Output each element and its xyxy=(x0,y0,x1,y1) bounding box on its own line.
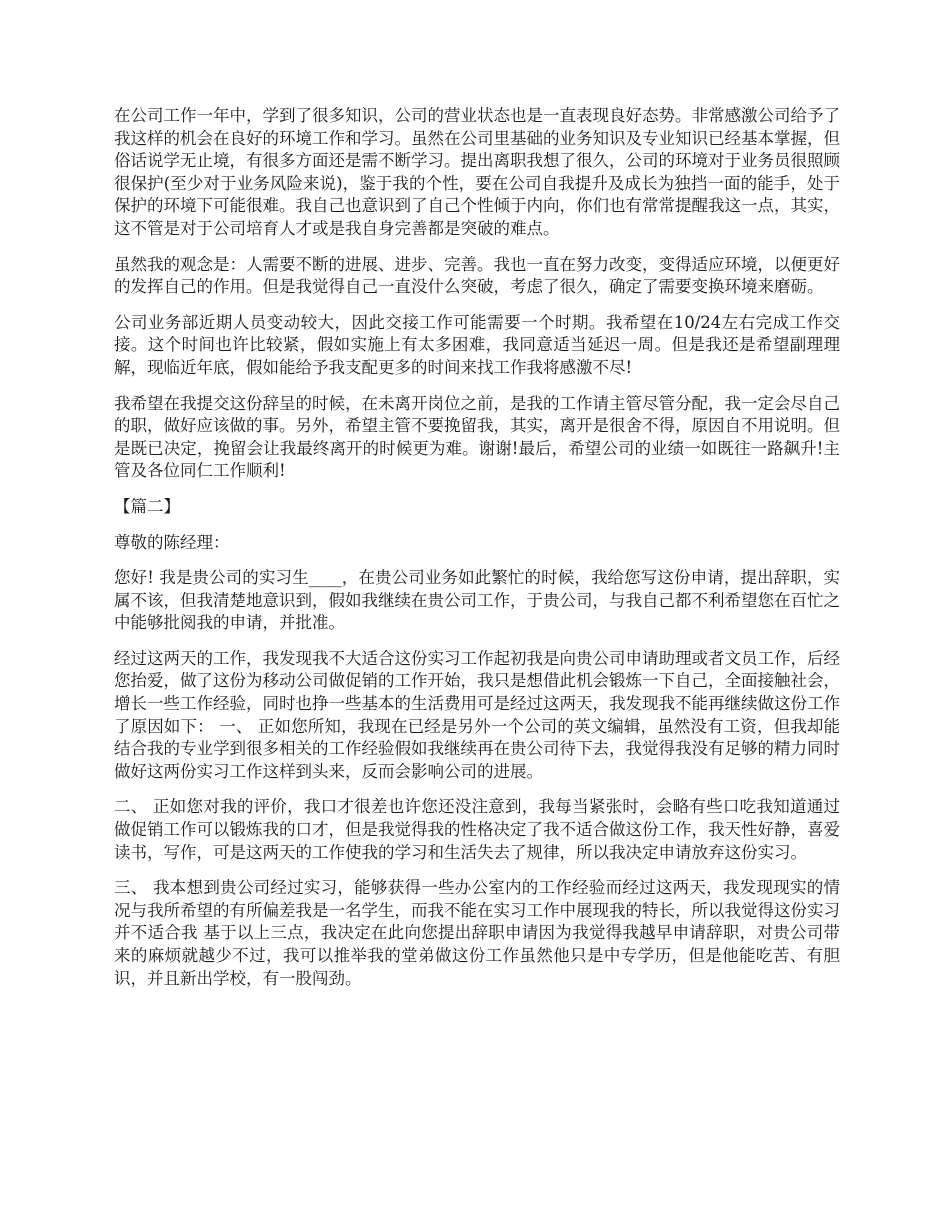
document-body xyxy=(114,105,840,1003)
paragraph-4: 我希望在我提交这份辞呈的时候，在未离开岗位之前，是我的工作请主管尽管分配，我一定会尽自己的职，做好应该做的事。另外，希望主管不要挽留我，其实，离开是很舍不得，原因自不用说明。但是既已决定，挽留会让我最终离开的时候更为难。谢谢!最后，希望公司的业绩一如既往一路飙升!主管及各位同仁工作顺利! xyxy=(114,393,840,481)
paragraph-7: 二、 正如您对我的评价，我口才很差也许您还没注意到，我每当紧张时，会略有些口吃我知道通过做促销工作可以锻炼我的口才，但是我觉得我的性格决定了我不适合做这份工作，我天性好静，喜爱读书，写作，可是这两天的工作使我的学习和生活失去了规律，所以我决定申请放弃这份实习。 xyxy=(114,797,840,862)
paragraph-8: 三、 我本想到贵公司经过实习，能够获得一些办公室内的工作经验而经过这两天，我发现现实的情况与我所希望的有所偏差我是一名学生，而我不能在实习工作中展现我的特长，所以我觉得这份实习并不适合我 基于以上三点，我决定在此向您提出辞职申请因为我觉得我越早申请辞职，对贵公司带来的麻烦就越少不过，我可以推举我的堂弟做这份工作虽然他只是中专学历，但是他能吃苦、有胆识，并且新出学校，有一股闯劲。 xyxy=(114,878,840,988)
section-heading: 【篇二】 xyxy=(114,496,180,516)
paragraph-3: 公司业务部近期人员变动较大，因此交接工作可能需要一个时期。我希望在10/24左右完成工作交接。这个时间也许比较紧，假如实施上有太多困难，我同意适当延迟一周。但是我还是希望副理理解，现临近年底，假如能给予我支配更多的时间来找工作我将感激不尽! xyxy=(114,312,840,377)
salutation: 尊敬的陈经理： xyxy=(114,532,230,552)
paragraph-6: 经过这两天的工作，我发现我不大适合这份实习工作起初我是向贵公司申请助理或者文员工作，后经您抬爱，做了这份为移动公司做促销的工作开始，我只是想借此机会锻炼一下自己，全面接触社会，增长一些工作经验，同时也挣一些基本的生活费用可是经过这两天，我发现我不能再继续做这份工作了原因如下： 一、 正如您所知，我现在已经是另外一个公司的英文编辑，虽然没有工资，但我却能结合我的专业学到很多相关的工作经验假如我继续再在贵公司待下去，我觉得我没有足够的精力同时做好这两份实习工作这样到头来，反而会影响公司的进展。 xyxy=(114,648,840,781)
paragraph-5: 您好! 我是贵公司的实习生____，在贵公司业务如此繁忙的时候，我给您写这份申请，提出辞职，实属不该，但我清楚地意识到，假如我继续在贵公司工作，于贵公司，与我自己都不利希望您在百忙之中能够批阅我的申请，并批准。 xyxy=(114,568,840,633)
paragraph-1: 在公司工作一年中，学到了很多知识，公司的营业状态也是一直表现良好态势。非常感激公司给予了我这样的机会在良好的环境工作和学习。虽然在公司里基础的业务知识及专业知识已经基本掌握，但俗话说学无止境，有很多方面还是需不断学习。提出离职我想了很久，公司的环境对于业务员很照顾很保护(至少对于业务风险来说)，鉴于我的个性，要在公司自我提升及成长为独挡一面的能手，处于保护的环境下可能很难。我自己也意识到了自己个性倾于内向，你们也有常常提醒我这一点，其实，这不管是对于公司培育人才或是我自身完善都是突破的难点。 xyxy=(114,106,840,238)
paragraph-2: 虽然我的观念是：人需要不断的进展、进步、完善。我也一直在努力改变，变得适应环境，以便更好的发挥自己的作用。但是我觉得自己一直没什么突破，考虑了很久，确定了需要变换环境来磨砺。 xyxy=(114,254,840,297)
